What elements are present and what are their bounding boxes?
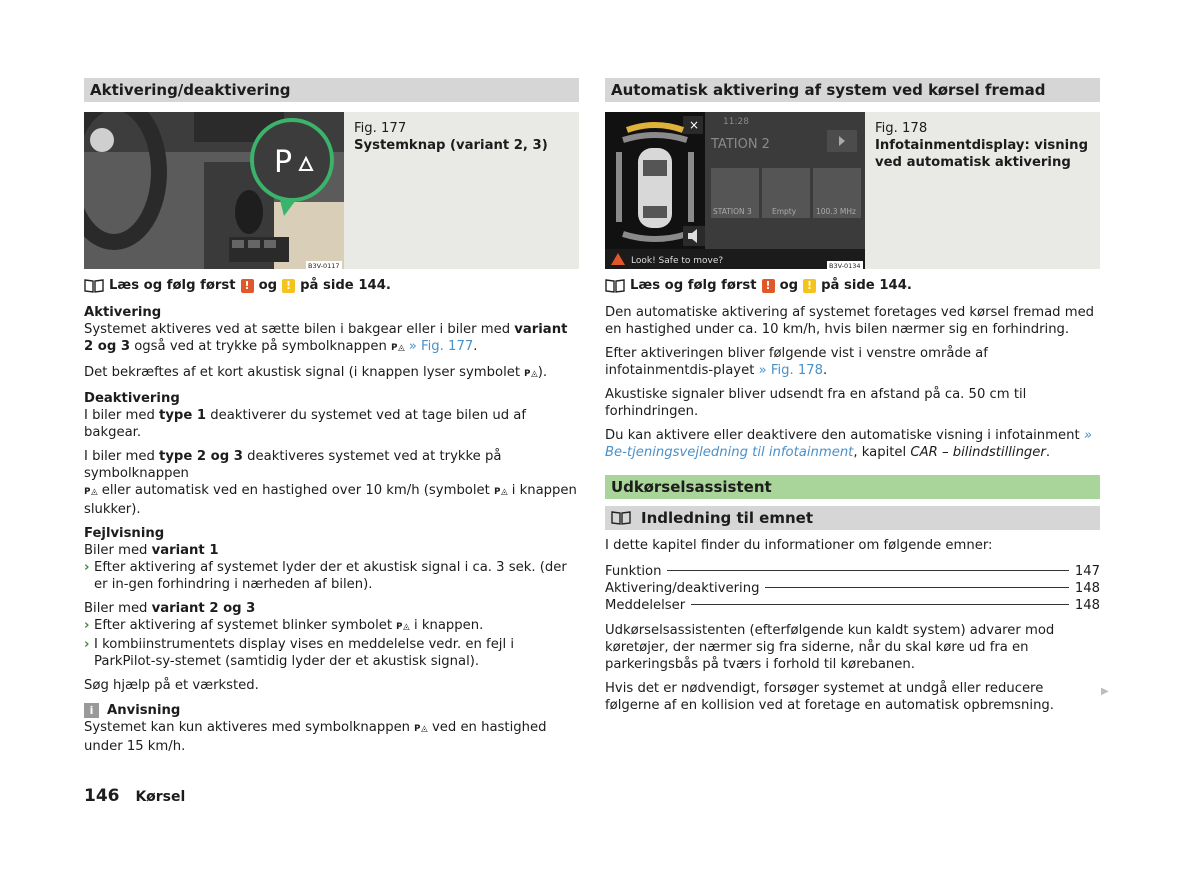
variant-label: Biler med variant 1: [84, 543, 219, 558]
paragraph: Hvis det er nødvendigt, forsøger systemet at undgå eller reducere følgerne af en kollision ved at foretage en automatisk opbremsning.: [605, 681, 1054, 713]
paragraph: Du kan aktivere eller deaktivere den automatiske visning i infotainment » Be-tjeningsvejledning til infotainment, kapitel CAR – bilindstillinger.: [605, 428, 1092, 460]
continue-arrow-icon: ▶: [1101, 686, 1109, 697]
read-first-page: på side 144.: [300, 278, 391, 293]
figure-177-image: [84, 112, 344, 269]
paragraph: I biler med type 2 og 3 deaktiveres systemet ved at trykke på symbolknappen P◬ eller automatisk ved en hastighed over 10 km/h (symbolet P◬ i knappen slukker).: [84, 449, 577, 517]
fig-177-link[interactable]: » Fig. 177: [408, 339, 474, 354]
fig-178-link[interactable]: » Fig. 178: [758, 363, 824, 378]
paragraph: I biler med type 1 deaktiverer du systemet ved at tage bilen ud af bakgear.: [84, 408, 527, 440]
section-title: Automatisk aktivering af system ved kørsel fremad: [605, 78, 1100, 102]
car-interior-illustration: [84, 112, 344, 269]
paragraph: Efter aktiveringen bliver følgende vist i venstre område af infotainmentdis-playet » Fig. 178.: [605, 346, 988, 378]
bullet-arrow-icon: ›: [84, 637, 90, 652]
warning-icon: !: [762, 279, 775, 293]
list-item: › Efter aktivering af systemet blinker symbolet P◬ i knappen.: [84, 617, 579, 636]
figure-title: Infotainmentdisplay: visning ved automatisk aktivering: [875, 138, 1089, 170]
toc-item[interactable]: Meddelelser 148: [605, 598, 1100, 613]
tile-label: 100.3 MHz: [816, 207, 856, 216]
read-first-note: [84, 277, 579, 294]
bullet-arrow-icon: ›: [84, 560, 90, 575]
chapter-name: Kørsel: [135, 789, 186, 805]
note-text: Systemet kan kun aktiveres med symbolknappen P◬ ved en hastighed under 15 km/h.: [84, 720, 547, 754]
figure-title: Systemknap (variant 2, 3): [354, 138, 548, 153]
toc-item[interactable]: Aktivering/deaktivering 148: [605, 581, 1100, 596]
toc-item[interactable]: Funktion 147: [605, 564, 1100, 579]
heading-fejlvisning: Fejlvisning: [84, 526, 165, 541]
book-icon: [605, 279, 625, 293]
page-number: 146: [84, 786, 120, 806]
screen-warning: Look! Safe to move?: [631, 256, 724, 266]
tile-label: STATION 3: [713, 207, 752, 216]
tile-label: Empty: [772, 207, 797, 216]
read-first-note: [605, 277, 1100, 294]
paragraph: Det bekræftes af et kort akustisk signal (i knappen lyser symbolet P◬).: [84, 364, 579, 383]
parking-button-icon: P: [524, 369, 531, 379]
left-column: [84, 78, 579, 762]
paragraph: Den automatiske aktivering af systemet foretages ved kørsel fremad med en hastighed under ca. 10 km/h, hvis bilen nærmer sig en forhindring.: [605, 305, 1095, 337]
figure-caption: [865, 112, 1100, 269]
paragraph: Udkørselsassistenten (efterfølgende kun kaldt system) advarer mod køretøjer, der nærmer sig fra siderne, når du skal køre ud fra en parkeringsbås på tværs i forhold til kørebanen.: [605, 623, 1055, 672]
info-icon: i: [84, 703, 99, 718]
heading-deaktivering: Deaktivering: [84, 391, 180, 406]
manual-link[interactable]: » Be-tjeningsvejledning til infotainment: [605, 428, 1092, 460]
figure-number: Fig. 177: [354, 121, 407, 136]
parking-button-icon: P: [414, 724, 421, 734]
list-item: › Efter aktivering af systemet lyder der et akustisk signal i ca. 3 sek. (der er in-gen forhindring i nærheden af bilen).: [84, 560, 567, 592]
infotainment-display-illustration: [605, 112, 865, 269]
p-symbol-icon: P: [274, 145, 293, 180]
caution-icon: !: [803, 279, 816, 293]
figure-caption: [344, 112, 558, 269]
warning-icon: !: [241, 279, 254, 293]
parking-button-icon: P: [494, 487, 501, 497]
figure-178-image: [605, 112, 865, 269]
figure-number: Fig. 178: [875, 121, 928, 136]
figure-177: [84, 112, 579, 269]
variant-label: Biler med variant 2 og 3: [84, 601, 256, 616]
read-first-and: og: [258, 278, 278, 293]
parking-button-icon: P: [84, 487, 91, 497]
book-icon: [84, 279, 104, 293]
note-heading: i Anvisning: [84, 702, 579, 719]
figure-code: B3V-0134: [829, 262, 861, 269]
read-first-page: på side 144.: [821, 278, 912, 293]
paragraph: Systemet aktiveres ved at sætte bilen i bakgear eller i biler med variant 2 og 3 også ved at trykke på symbolknappen P◬ » Fig. 177.: [84, 321, 579, 357]
intro-heading: Indledning til emnet: [605, 506, 1100, 530]
screen-station: TATION 2: [711, 137, 770, 152]
paragraph: Akustiske signaler bliver udsendt fra en afstand på ca. 50 cm til forhindringen.: [605, 387, 1027, 419]
screen-time: 11:28: [723, 117, 749, 127]
close-icon: ×: [689, 118, 700, 132]
parking-button-icon: P: [396, 622, 403, 632]
book-icon: [611, 511, 631, 525]
read-first-text: Læs og følg først: [109, 278, 236, 293]
intro-text: I dette kapitel finder du informationer om følgende emner:: [605, 538, 993, 553]
figure-code: B3V-0117: [308, 262, 340, 269]
bullet-arrow-icon: ›: [84, 618, 90, 633]
page-footer: [84, 786, 185, 806]
right-column: [605, 78, 1100, 721]
section-title: Aktivering/deaktivering: [84, 78, 579, 102]
list-item: › I kombiinstrumentets display vises en meddelelse vedr. en fejl i ParkPilot-sy-stemet (samtidig lyder der et akustisk signal).: [84, 637, 514, 669]
figure-178: [605, 112, 1100, 269]
read-first-and: og: [779, 278, 799, 293]
section-title-udkorsel: Udkørselsassistent: [605, 475, 1100, 499]
caution-icon: !: [282, 279, 295, 293]
parking-button-icon: P: [391, 343, 398, 353]
heading-aktivering: Aktivering: [84, 305, 162, 320]
paragraph: Søg hjælp på et værksted.: [84, 678, 259, 693]
read-first-text: Læs og følg først: [630, 278, 757, 293]
